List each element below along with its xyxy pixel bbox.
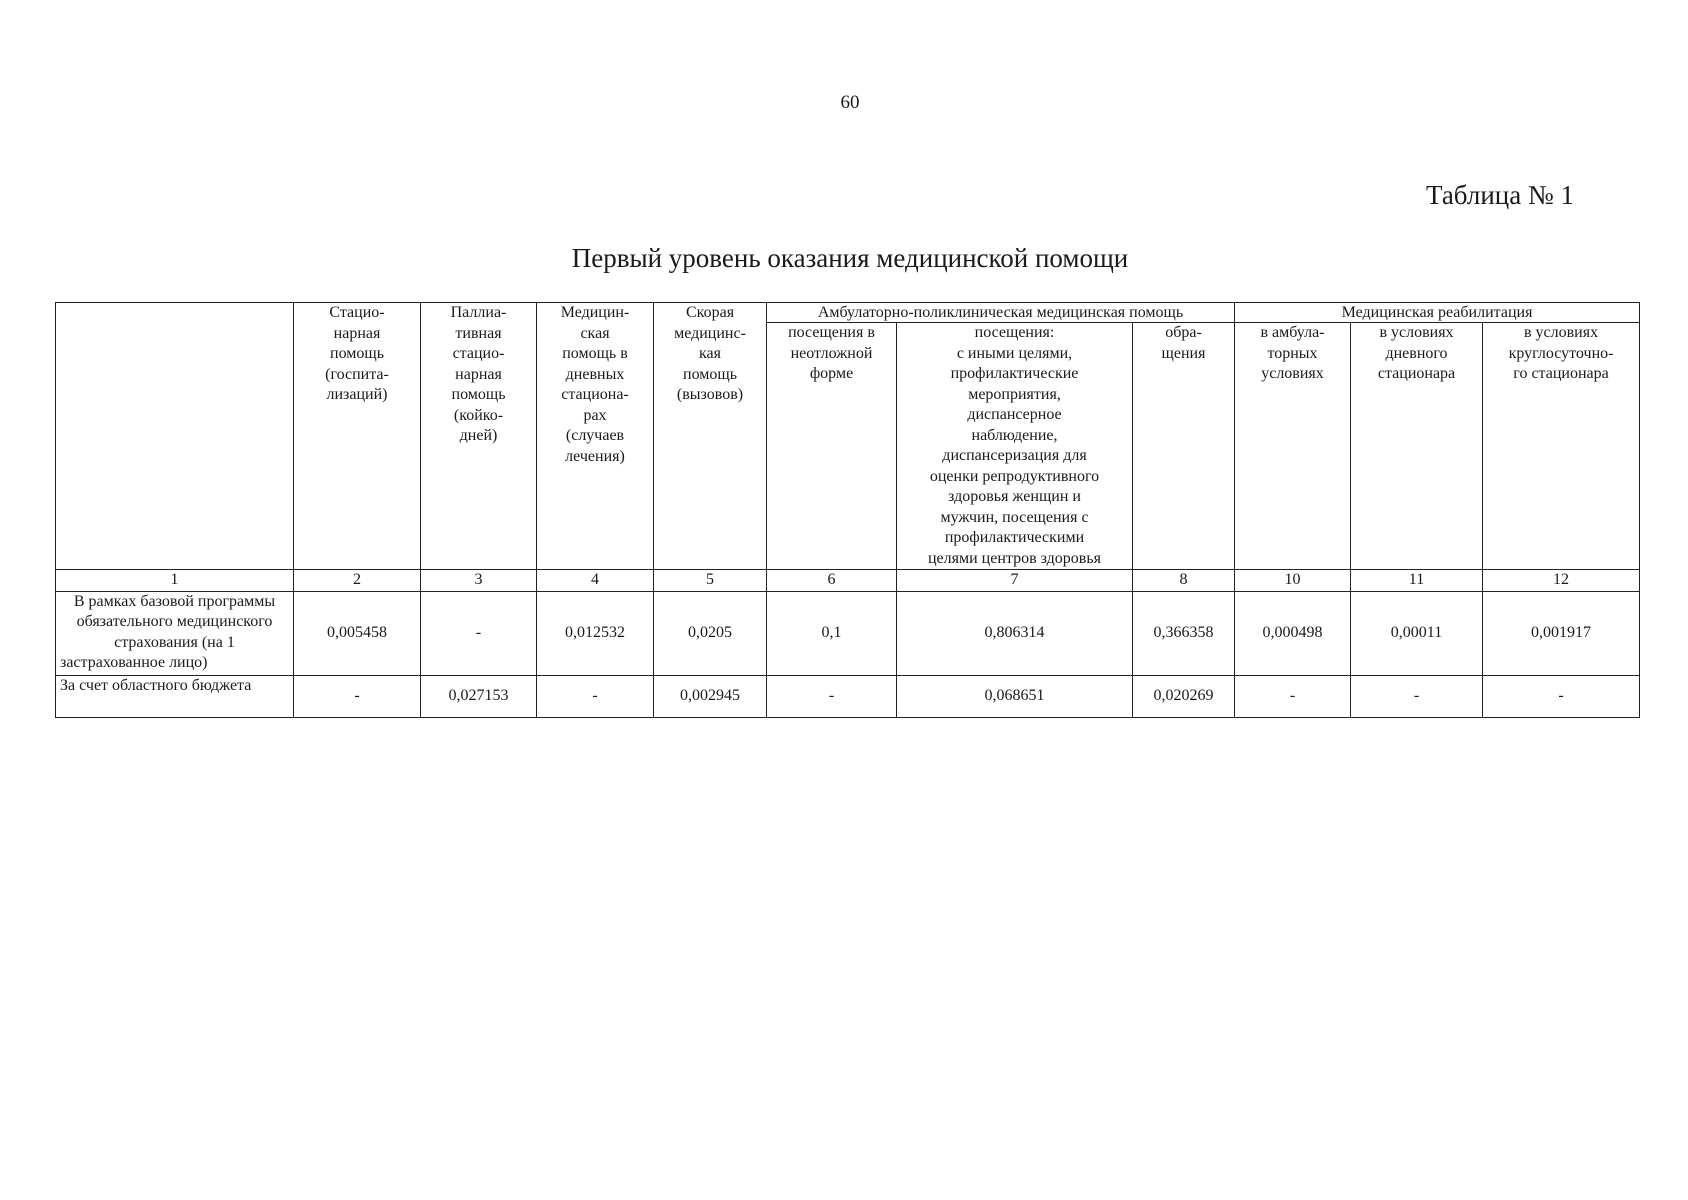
column-number: 2 — [294, 570, 421, 592]
table-cell: 0,012532 — [537, 591, 654, 675]
table-cell: - — [1235, 675, 1351, 717]
header-cell-row-label — [56, 303, 294, 570]
table-cell: 0,005458 — [294, 591, 421, 675]
column-number: 6 — [767, 570, 897, 592]
table-cell: - — [294, 675, 421, 717]
header-rehab-round-clock: в условиях круглосуточно- го стационара — [1483, 323, 1640, 570]
column-number: 10 — [1235, 570, 1351, 592]
table-cell: 0,366358 — [1133, 591, 1235, 675]
table-cell: - — [1351, 675, 1483, 717]
table-cell: 0,806314 — [897, 591, 1133, 675]
table-cell: 0,0205 — [654, 591, 767, 675]
table-cell: 0,001917 — [1483, 591, 1640, 675]
column-number: 1 — [56, 570, 294, 592]
column-number: 4 — [537, 570, 654, 592]
page-number: 60 — [840, 92, 860, 113]
care-volume-table — [55, 302, 1640, 718]
header-row-groups — [56, 303, 1640, 323]
column-number: 3 — [421, 570, 537, 592]
table-cell: 0,020269 — [1133, 675, 1235, 717]
header-appeals: обра- щения — [1133, 323, 1235, 570]
column-number: 8 — [1133, 570, 1235, 592]
header-group-rehabilitation: Медицинская реабилитация — [1235, 303, 1640, 323]
table-cell: - — [1483, 675, 1640, 717]
table-cell: 0,1 — [767, 591, 897, 675]
column-number: 12 — [1483, 570, 1640, 592]
column-number: 7 — [897, 570, 1133, 592]
header-group-ambulatory: Амбулаторно-поликлиническая медицинская помощь — [767, 303, 1235, 323]
header-day-hospital-care: Медицин- ская помощь в дневных стациона- рах (случаев лечения) — [537, 303, 654, 570]
table-caption: Таблица № 1 — [1426, 180, 1574, 210]
table-row — [56, 591, 1640, 675]
table-cell: 0,027153 — [421, 675, 537, 717]
table-cell: 0,000498 — [1235, 591, 1351, 675]
table-cell: - — [537, 675, 654, 717]
header-urgent-visits: посещения в неотложной форме — [767, 323, 897, 570]
table-row — [56, 675, 1640, 717]
table-cell: 0,002945 — [654, 675, 767, 717]
table-cell: 0,068651 — [897, 675, 1133, 717]
column-number: 5 — [654, 570, 767, 592]
table-cell: - — [421, 591, 537, 675]
document-title: Первый уровень оказания медицинской помощи — [571, 243, 1129, 273]
header-palliative-care: Паллиа- тивная стацио- нарная помощь (койко- дней) — [421, 303, 537, 570]
header-inpatient-care: Стацио- нарная помощь (госпита- лизаций) — [294, 303, 421, 570]
column-number: 11 — [1351, 570, 1483, 592]
header-ambulance-care: Скорая медицинс- кая помощь (вызовов) — [654, 303, 767, 570]
table-cell: 0,00011 — [1351, 591, 1483, 675]
column-number-row — [56, 570, 1640, 592]
row-label: За счет областного бюджета — [56, 675, 294, 717]
row-label: В рамках базовой программы обязательного медицинского страхования (на 1 застрахованное лицо) — [56, 591, 294, 675]
header-rehab-outpatient: в амбула- торных условиях — [1235, 323, 1351, 570]
header-rehab-day-hospital: в условиях дневного стационара — [1351, 323, 1483, 570]
table-cell: - — [767, 675, 897, 717]
header-other-visits: посещения: с иными целями, профилактические мероприятия, диспансерное наблюдение, диспансеризация для оценки репродуктивного здоровья женщин и мужчин, посещения с профилактическими целями центров здоровья — [897, 323, 1133, 570]
